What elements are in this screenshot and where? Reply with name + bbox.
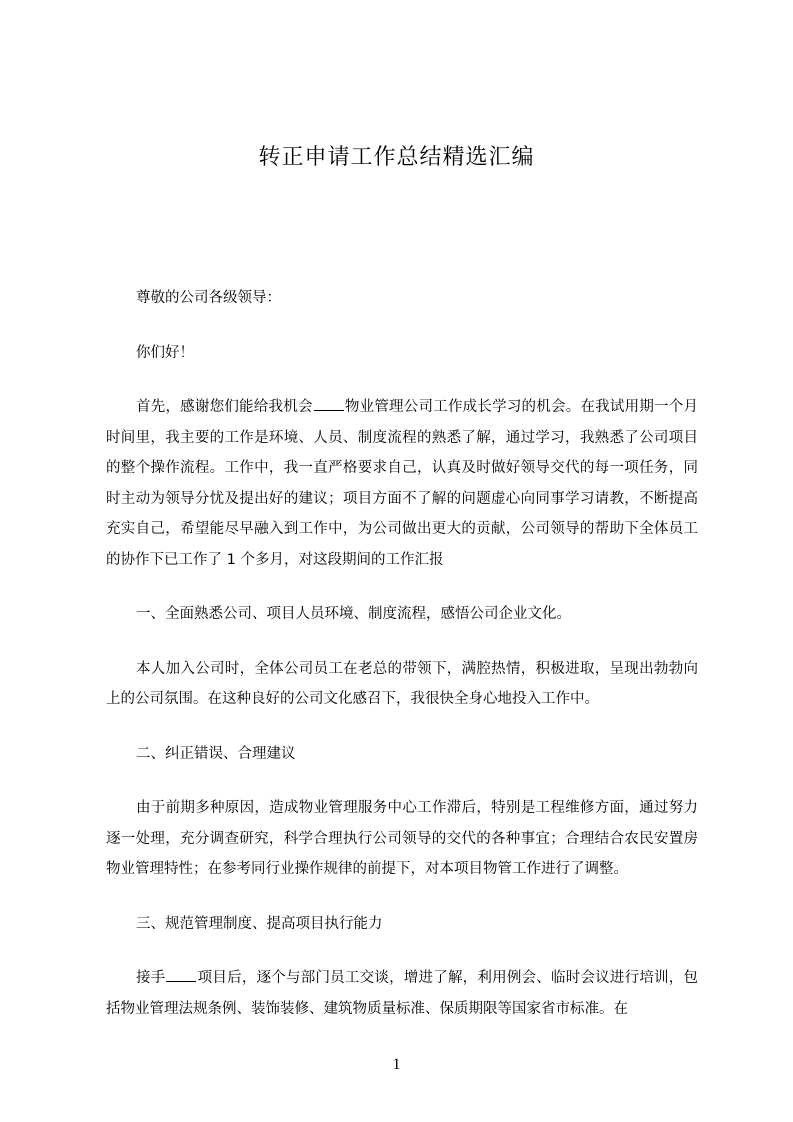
document-title: 转正申请工作总结精选汇编 bbox=[258, 145, 535, 170]
section-heading-1: 一、全面熟悉公司、项目人员环境、制度流程，感悟公司企业文化。 bbox=[136, 606, 571, 622]
paragraph-text: 物业管理公司工作成长学习的机会。在我试用期一个月时间里，我主要的工作是环境、人员、制度流程的熟悉了解，通过学习，我熟悉了公司项目的整个操作流程。工作中，我一直严格要求自己，认真及时做好领导交代的每一项任务，同时主动为领导分忧及提出好的建议；项目方面不了解的问题虚心向同事学习请教，不断提高充实自己，希望能尽早融入到工作中，为公司做出更大的贡献，公司领导的帮助下全体员工的协作下已工作了 1 个多月，对这段期间的工作汇报 bbox=[106, 399, 699, 568]
body-paragraph-thanks bbox=[106, 392, 698, 575]
fill-in-blank bbox=[166, 967, 196, 983]
paragraph-text: 项目后，逐个与部门员工交谈，增进了解，利用例会、临时会议进行培训，包括物业管理法规条例、装饰装修、建筑物质量标准、保质期限等国家省市标准。在 bbox=[106, 970, 699, 1017]
document-body bbox=[106, 283, 698, 1048]
salutation: 尊敬的公司各级领导： bbox=[136, 290, 281, 306]
greeting: 你们好！ bbox=[136, 344, 194, 361]
fill-in-blank bbox=[314, 396, 344, 412]
paragraph-text: 首先，感谢您们能给我机会 bbox=[136, 399, 313, 415]
body-paragraph-management bbox=[106, 963, 698, 1024]
page-number: 1 bbox=[392, 1056, 401, 1073]
body-paragraph-culture: 本人加入公司时，全体公司员工在老总的带领下，满腔热情，积极进取，呈现出勃勃向上的公司氛围。在这种良好的公司文化感召下，我很快全身心地投入工作中。 bbox=[106, 660, 698, 707]
section-heading-3: 三、规范管理制度、提高项目执行能力 bbox=[136, 915, 383, 932]
body-paragraph-corrections: 由于前期多种原因，造成物业管理服务中心工作滞后，特别是工程维修方面，通过努力逐一处理，充分调查研究，科学合理执行公司领导的交代的各种事宜；合理结合农民安置房物业管理特性；在参考同行业操作规律的前提下，对本项目物管工作进行了调整。 bbox=[106, 800, 698, 877]
paragraph-text: 接手 bbox=[136, 970, 166, 986]
section-heading-2: 二、纠正错误、合理建议 bbox=[136, 745, 296, 762]
